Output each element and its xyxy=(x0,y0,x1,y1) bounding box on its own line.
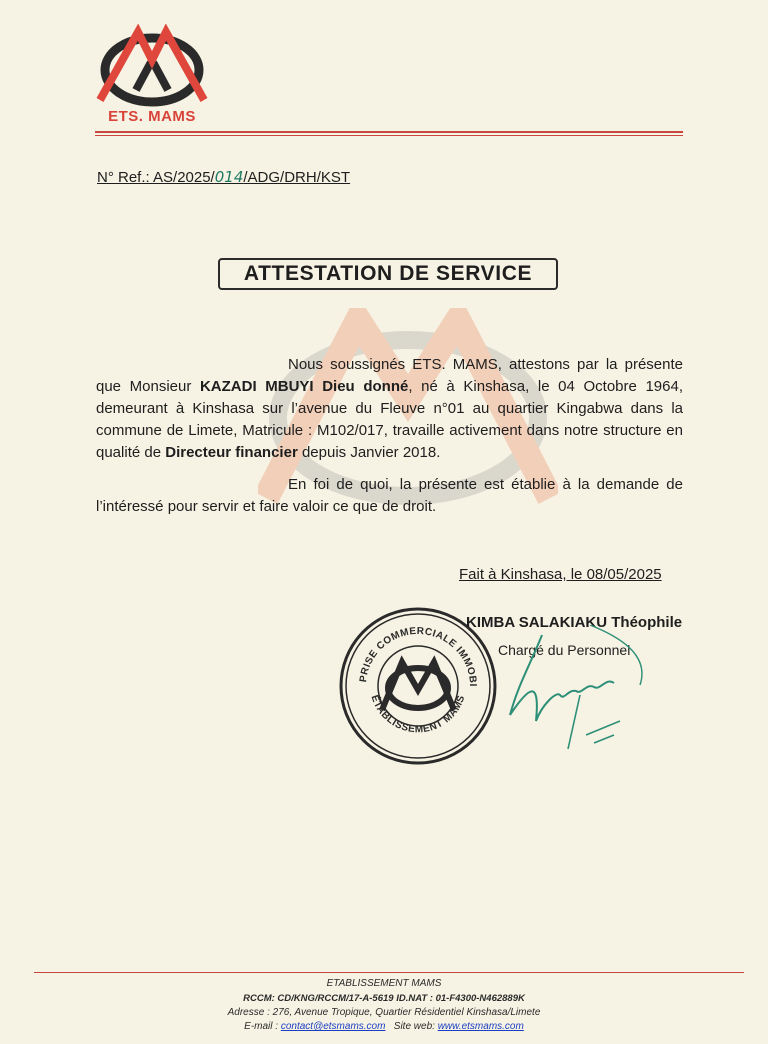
document-title: ATTESTATION DE SERVICE xyxy=(218,258,558,290)
email-link[interactable]: contact@etsmams.com xyxy=(280,1021,386,1032)
stamp-top-text: PRISE COMMERCIALE IMMOBI xyxy=(358,625,479,687)
footer-address: Adresse : 276, Avenue Tropique, Quartier Résidentiel Kinshasa/Limete xyxy=(227,1007,541,1018)
handwritten-ref-number: 014 xyxy=(214,168,244,186)
header-divider-thin xyxy=(95,135,683,136)
job-title: Directeur financier xyxy=(165,444,298,461)
footer-company: ETABLISSEMENT MAMS xyxy=(326,978,442,989)
footer-registry: RCCM: CD/KNG/RCCM/17-A-5619 ID.NAT : 01-F4300-N462889K xyxy=(243,993,525,1004)
footer-divider xyxy=(34,972,744,973)
logo-text: ETS. MAMS xyxy=(108,108,196,125)
signatory-role: Chargé du Personnel xyxy=(498,642,631,658)
handwritten-signature xyxy=(490,625,650,755)
closing-paragraph: En foi de quoi, la présente est établie à la demande de l’intéressé pour servir et faire valoir ce que de droit. xyxy=(96,476,683,515)
place-date: Fait à Kinshasa, le 08/05/2025 xyxy=(459,566,662,583)
website-link[interactable]: www.etsmams.com xyxy=(437,1021,524,1032)
reference-number: N° Ref.: AS/2025/014/ADG/DRH/KST xyxy=(97,168,351,186)
attestation-paragraph: Nous soussignés ETS. MAMS, attestons par la présente que Monsieur KAZADI MBUYI Dieu donné, né à Kinshasa, le 04 Octobre 1964, demeurant à Kinshasa sur l’avenue du Fleuve n°01 au quartier Kingabwa dans la commune de Limete, Matricule : M102/017, travaille activement dans notre structure en qualité de Directeur financier depuis Janvier 2018. xyxy=(96,356,683,461)
employee-name: KAZADI MBUYI Dieu donné xyxy=(199,378,409,395)
company-logo xyxy=(96,24,208,130)
footer-contact: E-mail : contact@etsmams.com Site web: www.etsmams.com xyxy=(244,1021,524,1032)
stamp-bottom-text: ÉTABLISSEMENT MAMS xyxy=(368,693,468,736)
header-divider xyxy=(95,131,683,133)
signatory-name: KIMBA SALAKIAKU Théophile xyxy=(466,614,683,631)
